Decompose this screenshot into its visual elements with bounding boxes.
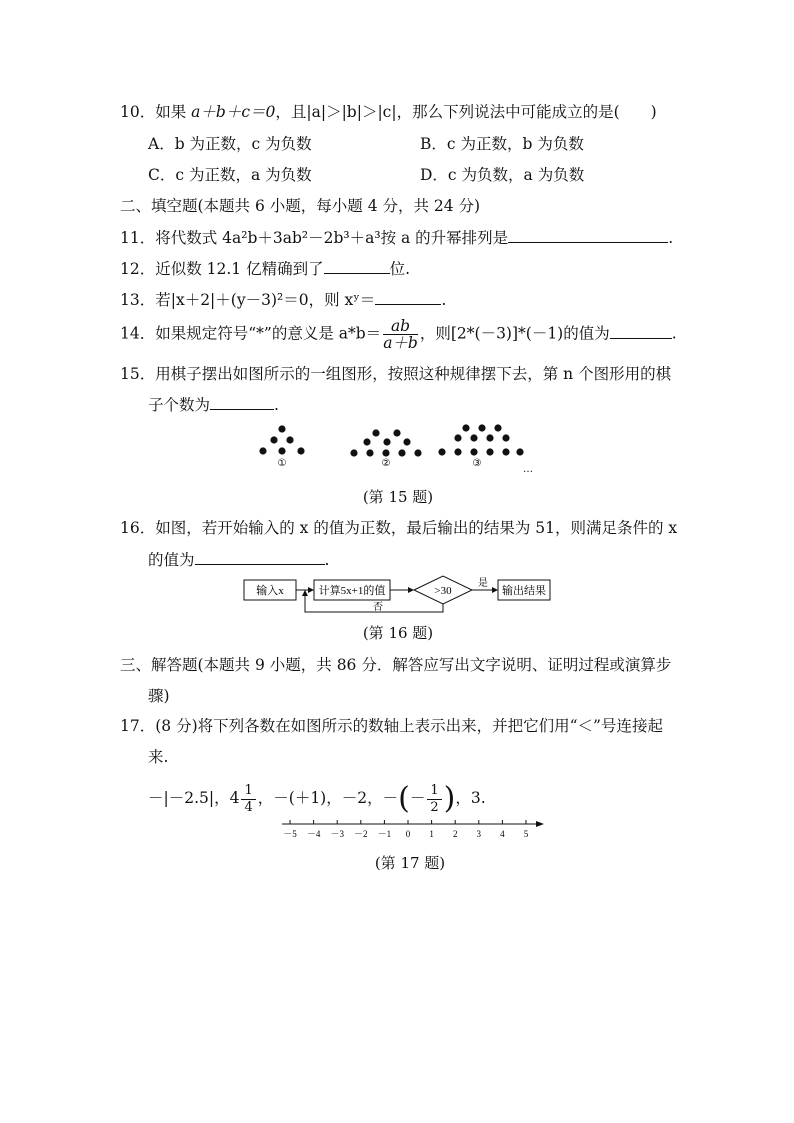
- number-line-tick-label: －3: [330, 829, 344, 839]
- q16-caption: (第 16 题): [362, 624, 434, 642]
- number-line-tick-label: 5: [523, 829, 529, 839]
- number-line-tick-label: 4: [500, 829, 505, 839]
- q14: 14．如果规定符号“*”的意义是 a*b＝ $\frac{ab}{a+b}$ ，则[2*(－3)]*(－1)的值为 .: [120, 317, 677, 352]
- flow-calc-label: 计算5x+1的值: [318, 585, 386, 597]
- answer-blank[interactable]: [210, 395, 274, 410]
- number-line-tick-label: －5: [283, 829, 297, 839]
- pattern-3-label: ③: [472, 458, 482, 469]
- q16-line2: 的值为 .: [148, 551, 330, 569]
- q15-dot-pattern-figure: [250, 420, 540, 478]
- answer-blank[interactable]: [195, 550, 325, 565]
- number-line-tick-label: 2: [452, 829, 458, 839]
- flow-decision-label: >30: [434, 585, 452, 597]
- flow-input-label: 输入x: [256, 585, 284, 597]
- q10-option-c: C．c 为正数，a 为负数: [148, 166, 312, 184]
- pattern-2-label: ②: [381, 458, 391, 469]
- q10-option-d: D．c 为负数，a 为负数: [420, 166, 585, 184]
- q14-fraction: $\frac{ab}{a+b}$: [383, 317, 418, 352]
- q13: 13．若|x＋2|＋(y－3)²＝0，则 xʸ＝ .: [120, 291, 447, 309]
- q16-flowchart: [238, 572, 558, 616]
- number-line-tick-label: 0: [405, 829, 411, 839]
- q17-numbers: －|－2.5|，4 $\frac{1}{4}$ ，－(＋1)，－2，－(－ $\frac{1}{2}$ )，3.: [148, 781, 486, 816]
- q17-line2: 来.: [148, 748, 169, 766]
- answer-blank[interactable]: [324, 259, 390, 274]
- pattern-1: [259, 425, 304, 454]
- number-line-arrow: [536, 821, 544, 827]
- q12: 12．近似数 12.1 亿精确到了 位.: [120, 260, 411, 278]
- flow-output-label: 输出结果: [502, 585, 546, 597]
- answer-blank[interactable]: [375, 290, 441, 305]
- q16-line1: 16．如图，若开始输入的 x 的值为正数，最后输出的结果为 51，则满足条件的 x: [120, 519, 678, 537]
- q17-line1: 17．(8 分)将下列各数在如图所示的数轴上表示出来，并把它们用“＜”号连接起: [120, 717, 663, 735]
- section-2-heading: 二、填空题(本题共 6 小题，每小题 4 分，共 24 分): [120, 197, 481, 215]
- q10-option-a: A．b 为正数，c 为负数: [148, 135, 312, 153]
- q15-caption: (第 15 题): [362, 488, 434, 506]
- section-3-heading-line1: 三、解答题(本题共 9 小题，共 86 分．解答应写出文字说明、证明过程或演算步: [120, 656, 672, 674]
- number-line-tick-label: 3: [476, 829, 482, 839]
- section-3-heading-line2: 骤): [148, 687, 170, 705]
- q10-number: 10．: [120, 103, 156, 121]
- number-line-tick-label: 1: [429, 829, 434, 839]
- flow-no-label: 否: [373, 602, 383, 613]
- pattern-3: [438, 424, 523, 455]
- q10-stem: 10．如果 a＋b＋c＝0，且|a|＞|b|＞|c|，那么下列说法中可能成立的是( ): [120, 103, 657, 121]
- number-line-tick-label: －1: [377, 829, 392, 839]
- q15-line1: 15．用棋子摆出如图所示的一组图形，按照这种规律摆下去，第 n 个图形用的棋: [120, 365, 672, 383]
- number-line-tick-label: －2: [354, 829, 368, 839]
- pattern-ellipsis: …: [523, 464, 533, 475]
- q10-option-b: B．c 为正数，b 为负数: [420, 135, 584, 153]
- q11: 11．将代数式 4a²b＋3ab²－2b³＋a³按 a 的升幂排列是 .: [120, 229, 674, 247]
- q15-line2: 子个数为 .: [148, 396, 279, 414]
- number-line-tick-label: －4: [306, 829, 321, 839]
- flow-yes-label: 是: [478, 578, 488, 589]
- q17-number-line: [280, 812, 546, 840]
- pattern-1-label: ①: [277, 458, 287, 469]
- answer-blank[interactable]: [610, 324, 672, 339]
- q10-equation: a＋b＋c＝0: [191, 103, 276, 121]
- pattern-2: [350, 429, 421, 456]
- q17-caption: (第 17 题): [374, 854, 446, 872]
- answer-blank[interactable]: [508, 228, 668, 243]
